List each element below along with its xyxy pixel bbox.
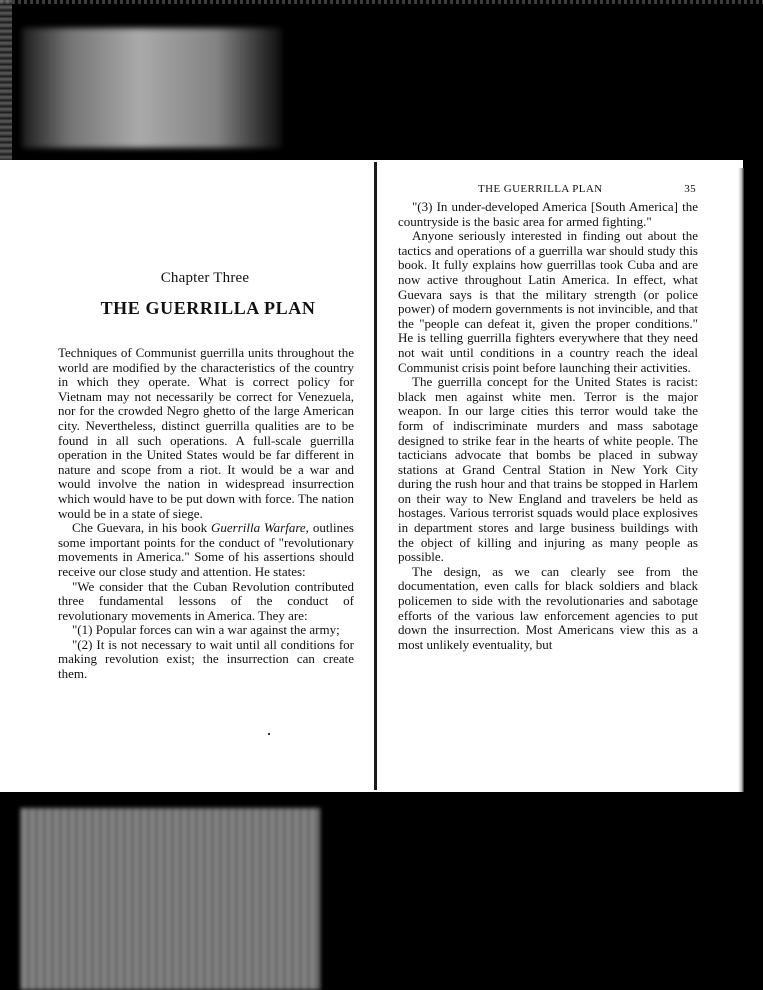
paragraph: Anyone seriously interested in finding out about the tactics and operations of a guerrilla war should study this book. It fully explains how guerrillas took Cuba and are now active throughout Latin America. In effect, what Guevara says is that the military strength (or police power) of modern governments is not invincible, and that the "people can defeat it, given the proper conditions." He is telling guerrilla fighters everywhere that they need not wait until conditions in a country reach the ideal Communist crisis point before launching their activities. [398, 228, 698, 375]
chapter-title: THE GUERRILLA PLAN [100, 298, 316, 318]
page-number: 35 [684, 183, 696, 195]
chapter-label: Chapter Three [160, 270, 250, 286]
running-head [398, 183, 698, 199]
scan-artifact-top [22, 28, 282, 148]
scan-artifact-bottom-right [0, 0, 12, 160]
book-spine [374, 162, 377, 790]
scan-artifact-bottom [20, 808, 320, 990]
paragraph: The guerrilla concept for the United States is racist: black men against white men. Terror is the major weapon. In our large cities this terror would take the form of indiscriminate murders and mass sabotage designed to strike fear in the hearts of white people. The tacticians advocate that bombs be placed in subway stations at Grand Central Station in New York City during the rush hour and that trains be stopped in Harlem on their way to New England and travelers be held as hostages. Various terrorist squads would place explosives in department stores and large business buildings with the object of killing and injuring as many people as possible. [398, 374, 698, 565]
paragraph: "(2) It is not necessary to wait until all conditions for making revolution exist; the insurrection can create them. [58, 636, 354, 682]
book-title-italic: Guerrilla Warfare, [211, 520, 309, 536]
paragraph: "(1) Popular forces can win a war against the army; [72, 622, 340, 638]
paragraph: "(3) In under-developed America [South America] the countryside is the basic area for armed fighting." [398, 199, 698, 229]
page-edge-shadow [738, 168, 744, 792]
paragraph: "We consider that the Cuban Revolution contributed three fundamental lessons of the conduct of revolutionary movements in America. They are: [58, 578, 354, 623]
scan-top-border [0, 0, 763, 4]
paragraph: Che Guevara, in his book Guerrilla Warfare, outlines some important points for the conduct of "revolutionary movements in America." Some of his assertions should receive our close study and attention. He states: [58, 520, 354, 579]
paragraph: The design, as we can clearly see from the documentation, even calls for black soldiers and black policemen to side with the revolutionaries and sabotage efforts of the various law enforcement agencies to put down the insurrection. Most Americans view this as a most unlikely eventuality, but [398, 563, 698, 652]
right-page-body [398, 200, 698, 652]
scan-speck [268, 733, 270, 735]
paragraph: Techniques of Communist guerrilla units throughout the world are modified by the characteristics of the country in which they operate. What is correct policy for Vietnam may not necessarily be correct for Venezuela, nor for the crowded Negro ghetto of the large American city. Nevertheless, distinct guerrilla qualities are to be found in all such operations. A full-scale guerrilla operation in the United States would be far different in nature and scope from a riot. It would be a war and would involve the nation in widespread insurrection which would have to be put down with force. The nation would be in a state of siege. [58, 345, 354, 521]
running-head-title: THE GUERRILLA PLAN [478, 183, 603, 195]
left-page-body [58, 346, 354, 682]
